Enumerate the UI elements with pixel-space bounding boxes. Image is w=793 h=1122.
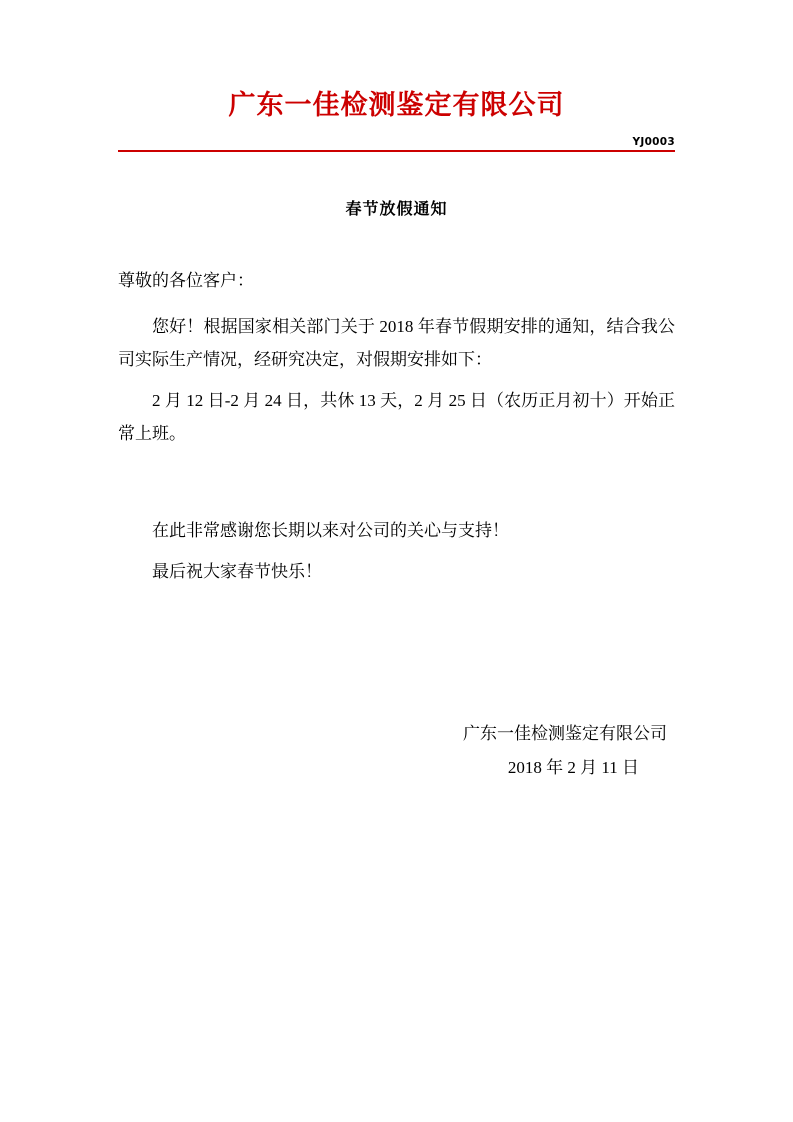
body-paragraph-1: 您好！根据国家相关部门关于 2018 年春节假期安排的通知，结合我公司实际生产情况，经研究决定，对假期安排如下： <box>118 316 675 369</box>
salutation: 尊敬的各位客户： <box>118 271 254 291</box>
signature-date: 2018 年 2 月 11 日 <box>507 757 639 777</box>
header-divider <box>118 150 675 152</box>
document-code: YJ0003 <box>632 136 675 149</box>
paragraph-spacer <box>118 450 675 506</box>
body-paragraph-4: 最后祝大家春节快乐！ <box>152 562 322 582</box>
body-paragraph-2: 2 月 12 日-2 月 24 日，共休 13 天，2 月 25 日（农历正月初十）开始正常上班。 <box>118 390 675 444</box>
signature-block <box>118 717 675 785</box>
body-paragraph-3: 在此非常感谢您长期以来对公司的关心与支持！ <box>152 521 509 541</box>
letterhead <box>118 0 675 152</box>
company-title: 广东一佳检测鉴定有限公司 <box>228 90 565 121</box>
notice-title: 春节放假通知 <box>345 199 448 219</box>
signature-company: 广东一佳检测鉴定有限公司 <box>463 723 667 743</box>
